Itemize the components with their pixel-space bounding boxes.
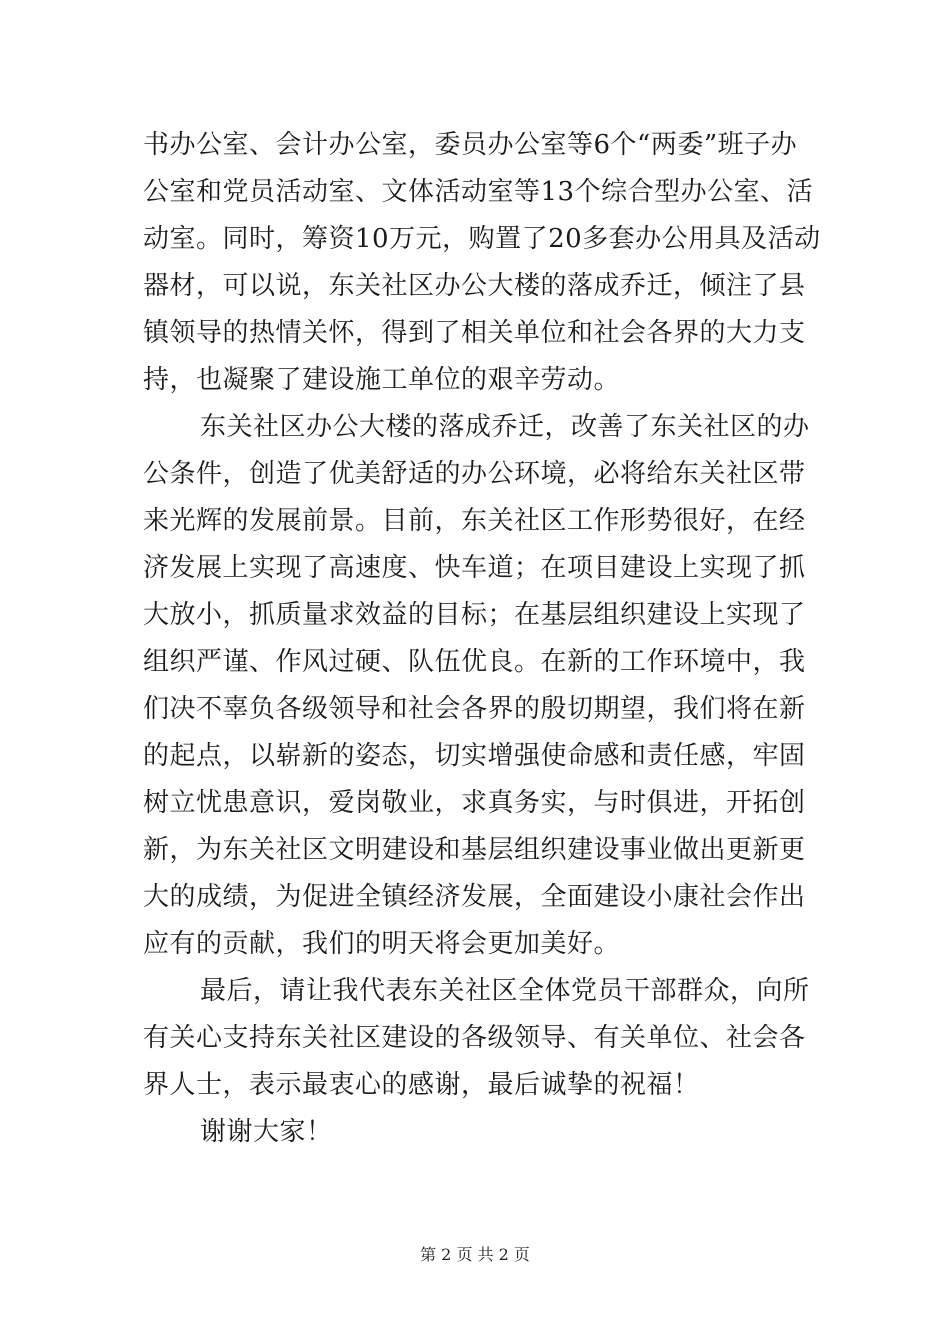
paragraph-1-line-5: 镇领导的热情关怀，得到了相关单位和社会各界的大力支 [143, 318, 806, 348]
paragraph-2-line-11: 大的成绩，为促进全镇经济发展，全面建设小康社会作出 [143, 882, 806, 912]
paragraph-3-line-3: 界人士，表示最衷心的感谢，最后诚挚的祝福！ [143, 1070, 700, 1100]
page-number-label: 第 2 页 共 2 页 [420, 1245, 530, 1264]
paragraph-2-line-1: 东关社区办公大楼的落成乔迁，改善了东关社区的办 [200, 412, 810, 442]
document-body [143, 122, 821, 1156]
paragraph-2-line-2: 公条件，创造了优美舒适的办公环境，必将给东关社区带 [143, 459, 806, 489]
paragraph-3-line-1: 最后，请让我代表东关社区全体党员干部群众，向所 [200, 976, 810, 1006]
paragraph-1-line-6: 持，也凝聚了建设施工单位的艰辛劳动。 [143, 365, 621, 395]
paragraph-2-line-6: 组织严谨、作风过硬、队伍优良。在新的工作环境中，我 [143, 647, 806, 677]
paragraph-2-line-5: 大放小，抓质量求效益的目标；在基层组织建设上实现了 [143, 600, 806, 630]
paragraph-1-line-2: 公室和党员活动室、文体活动室等13个综合型办公室、活 [143, 177, 814, 207]
paragraph-1-line-3: 动室。同时，筹资10万元，购置了20多套办公用具及活动 [143, 224, 821, 254]
paragraph-2-line-8: 的起点，以崭新的姿态，切实增强使命感和责任感，牢固 [143, 741, 806, 771]
paragraph-2-line-7: 们决不辜负各级领导和社会各界的殷切期望，我们将在新 [143, 694, 806, 724]
page-footer [0, 1242, 950, 1265]
paragraph-2-line-9: 树立忧患意识，爱岗敬业，求真务实，与时俱进，开拓创 [143, 788, 806, 818]
paragraph-2-line-4: 济发展上实现了高速度、快车道；在项目建设上实现了抓 [143, 553, 806, 583]
paragraph-2-line-12: 应有的贡献，我们的明天将会更加美好。 [143, 929, 621, 959]
paragraph-2-line-3: 来光辉的发展前景。目前，东关社区工作形势很好，在经 [143, 506, 806, 536]
paragraph-2-line-10: 新，为东关社区文明建设和基层组织建设事业做出更新更 [143, 835, 806, 865]
paragraph-3-line-2: 有关心支持东关社区建设的各级领导、有关单位、社会各 [143, 1023, 806, 1053]
paragraph-1-line-1: 书办公室、会计办公室，委员办公室等6个“两委”班子办 [143, 130, 798, 160]
paragraph-1-line-4: 器材，可以说，东关社区办公大楼的落成乔迁，倾注了县 [143, 271, 806, 301]
paragraph-4-line-1: 谢谢大家！ [200, 1117, 333, 1147]
